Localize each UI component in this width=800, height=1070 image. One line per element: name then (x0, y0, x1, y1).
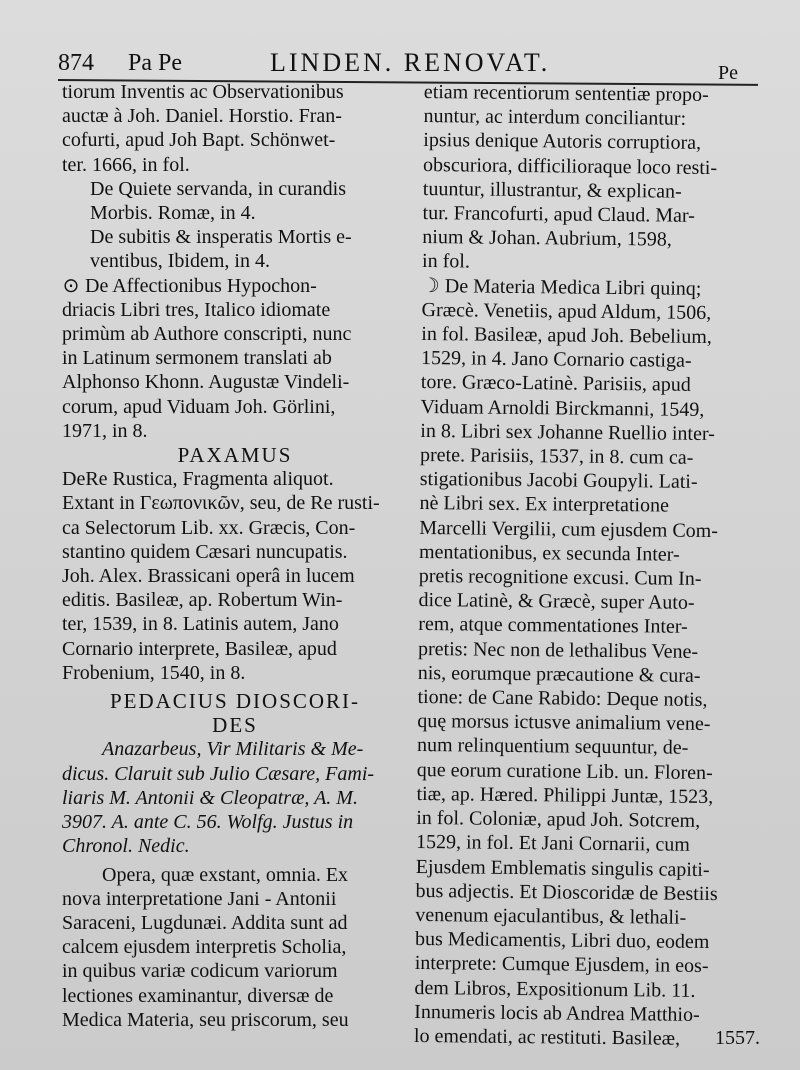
text-line: DES (212, 713, 258, 738)
text-line: auctæ à Joh. Daniel. Horstio. Fran- (62, 105, 342, 128)
text-line: De Quiete servanda, in curandis (90, 177, 347, 200)
text-line: De subitis & insperatis Mortis e- (90, 226, 352, 249)
text-line: etiam recentiorum sententiæ propo- (423, 80, 709, 106)
entry-de-re-rustica (62, 467, 408, 685)
text-line: lo emendati, ac restituti. Basileæ, (413, 1024, 681, 1050)
sun-symbol-icon: ⊙ (62, 274, 80, 297)
text-line: rem, atque commentationes Inter- (418, 613, 688, 639)
text-line: dem Libros, Expositionum Lib. 11. (414, 976, 696, 1002)
text-line: nuntur, ac interdum conciliantur: (423, 105, 687, 130)
text-line: tur. Francofurti, apud Claud. Mar- (422, 202, 696, 227)
text-line: stigationibus Jacobi Goupyli. Lati- (419, 468, 698, 494)
text-line: corum, apud Viduam Joh. Görlini, (62, 395, 336, 418)
text-line: venenum ejaculantibus, & lethali- (415, 903, 687, 929)
entry-continuation-right (422, 80, 764, 277)
text-line: in fol. Coloniæ, apud Joh. Sotcrem, (416, 807, 701, 833)
text-line: 1971, in 8. (62, 419, 148, 442)
text-line: tione: de Cane Rabido: Deque notis, (417, 686, 708, 712)
text-line: in Latinum sermonem translati ab (62, 347, 332, 370)
text-line: pretis recognitione excusi. Cum In- (418, 565, 702, 590)
text-line: mentationibus, ex secunda Inter- (418, 540, 680, 566)
text-line: calcem ejusdem interpretis Scholia, (62, 936, 347, 959)
text-line: prete. Parisiis, 1537, in 8. cum ca- (419, 444, 694, 469)
text-line: 3907. A. ante C. 56. Wolfg. Justus in (62, 811, 354, 834)
moon-symbol-icon: ☽ (421, 274, 440, 297)
text-line (422, 274, 762, 302)
text-line: Anazarbeus, Vir Militaris & Me- (102, 738, 364, 761)
text-fragment: De Materia Medica Libri quinq; (444, 274, 702, 300)
text-line: Frobenium, 1540, in 8. (62, 661, 246, 684)
text-line: Ejusdem Emblematis singulis capiti- (415, 855, 710, 881)
text-line: bus adjectis. Et Dioscoridæ de Bestiis (415, 879, 718, 905)
text-line: editis. Basileæ, ap. Robertum Win- (62, 589, 343, 612)
text-line: ventibus, Ibidem, in 4. (90, 250, 270, 273)
text-line: bus Medicamentis, Libri duo, eodem (414, 928, 710, 954)
text-line: nis, eorumque præcautione & cura- (417, 661, 701, 687)
text-line: in fol. Basileæ, apud Joh. Bebelium, (421, 323, 712, 349)
text-line: Viduam Arnoldi Birckmanni, 1549, (420, 395, 705, 421)
text-line: Joh. Alex. Brassicani operâ in lucem (62, 565, 355, 588)
text-line: ca Selectorum Lib. xx. Græcis, Con- (62, 516, 356, 539)
text-line: Chronol. Nedic. (62, 835, 190, 858)
catchword: 1557. (715, 1027, 760, 1049)
text-line: Opera, quæ exstant, omnia. Ex (102, 863, 349, 886)
text-line: nè Libri sex. Ex interpretatione (419, 492, 670, 518)
text-line: in quibus variæ codicum variorum (62, 960, 338, 983)
text-line: PEDACIUS DIOSCORI- (109, 689, 361, 714)
running-head-a: Pa (128, 50, 152, 76)
text-line: nium & Johan. Aubrium, 1598, (422, 226, 672, 251)
text-line: num relinquentium sequuntur, de- (416, 734, 689, 760)
heading-dioscorides (62, 689, 408, 737)
text-line: dice Latinè, & Græcè, super Auto- (418, 589, 695, 615)
text-line: obscuriora, difficilioraque loco resti- (422, 153, 718, 179)
entry-de-subitis (62, 225, 408, 273)
text-line: que eorum curatione Lib. un. Floren- (416, 758, 713, 784)
text-line: nova interpretatione Jani - Antonii (62, 887, 337, 910)
entry-hypochondriacis (62, 274, 408, 443)
running-head-right: Pe (718, 62, 738, 84)
text-line: ipsius denique Autoris corruptiora, (423, 129, 702, 155)
text-line: Cornario interprete, Basileæ, apud (62, 637, 337, 660)
text-line: in 8. Libri sex Johanne Ruellio inter- (420, 419, 715, 445)
page-number: 874 (58, 50, 94, 76)
text-line: Extant in Γεωπονικῶν, seu, de Re rusti- (62, 492, 380, 515)
text-line: Græcè. Venetiis, apud Aldum, 1506, (421, 298, 712, 324)
text-line: Morbis. Romæ, in 4. (90, 202, 256, 225)
entry-de-quiete (62, 177, 408, 225)
text-line: ter, 1539, in 8. Latinis autem, Jano (62, 613, 339, 636)
text-line: dicus. Claruit sub Julio Cæsare, Fami- (62, 762, 375, 785)
text-line: tore. Græco-Latinè. Parisiis, apud (420, 371, 691, 397)
text-line: cofurti, apud Joh Bapt. Schönwet- (62, 129, 336, 152)
text-line: stantino quidem Cæsari nuncupatis. (62, 540, 348, 563)
entry-de-materia-medica (414, 274, 762, 1052)
running-head-left (128, 50, 182, 77)
text-fragment: De Affectionibus Hypochon- (85, 274, 317, 297)
text-line: in fol. (421, 250, 470, 273)
text-line: driacis Libri tres, Italico idiomate (62, 298, 331, 321)
text-line: lectiones examinantur, diversæ de (62, 984, 334, 1007)
running-head-b: Pe (158, 50, 182, 76)
entry-opera (62, 863, 408, 1032)
text-line: tiorum Inventis ac Observationibus (62, 81, 344, 103)
entry-biography (62, 737, 408, 858)
running-title: LINDEN. RENOVAT. (270, 48, 551, 77)
entry-continuation (62, 80, 408, 177)
text-line: DeRe Rustica, Fragmenta aliquot. (62, 468, 334, 491)
heading-paxamus: PAXAMUS (177, 443, 293, 468)
text-line: 1529, in 4. Jano Cornario castiga- (420, 347, 692, 373)
text-line: interprete: Cumque Ejusdem, in eos- (414, 952, 709, 978)
text-line: tiæ, ap. Hæred. Philippi Juntæ, 1523, (416, 782, 714, 808)
text-line: Medica Materia, seu priscorum, seu (62, 1008, 349, 1031)
text-line: Saraceni, Lugdunæi. Addita sunt ad (62, 911, 348, 934)
text-line: Marcelli Vergilii, cum ejusdem Com- (419, 516, 719, 542)
text-line: tuuntur, illustrantur, & explican- (422, 177, 682, 203)
left-column (62, 80, 408, 1032)
text-line: ter. 1666, in fol. (62, 153, 190, 176)
text-line (62, 274, 408, 298)
text-line: Innumeris locis ab Andrea Matthio- (414, 1000, 700, 1026)
text-line: primùm ab Authore conscripti, nunc (62, 323, 352, 346)
text-line: pretis: Nec non de lethalibus Vene- (417, 637, 699, 663)
text-line: 1529, in fol. Et Jani Cornarii, cum (415, 831, 690, 857)
text-line: Alphonso Khonn. Augustæ Vindeli- (62, 371, 350, 394)
text-line: quę morsus ictusve animalium vene- (417, 710, 711, 736)
right-column (414, 80, 764, 1052)
text-line: liaris M. Antonii & Cleopatræ, A. M. (62, 786, 358, 809)
